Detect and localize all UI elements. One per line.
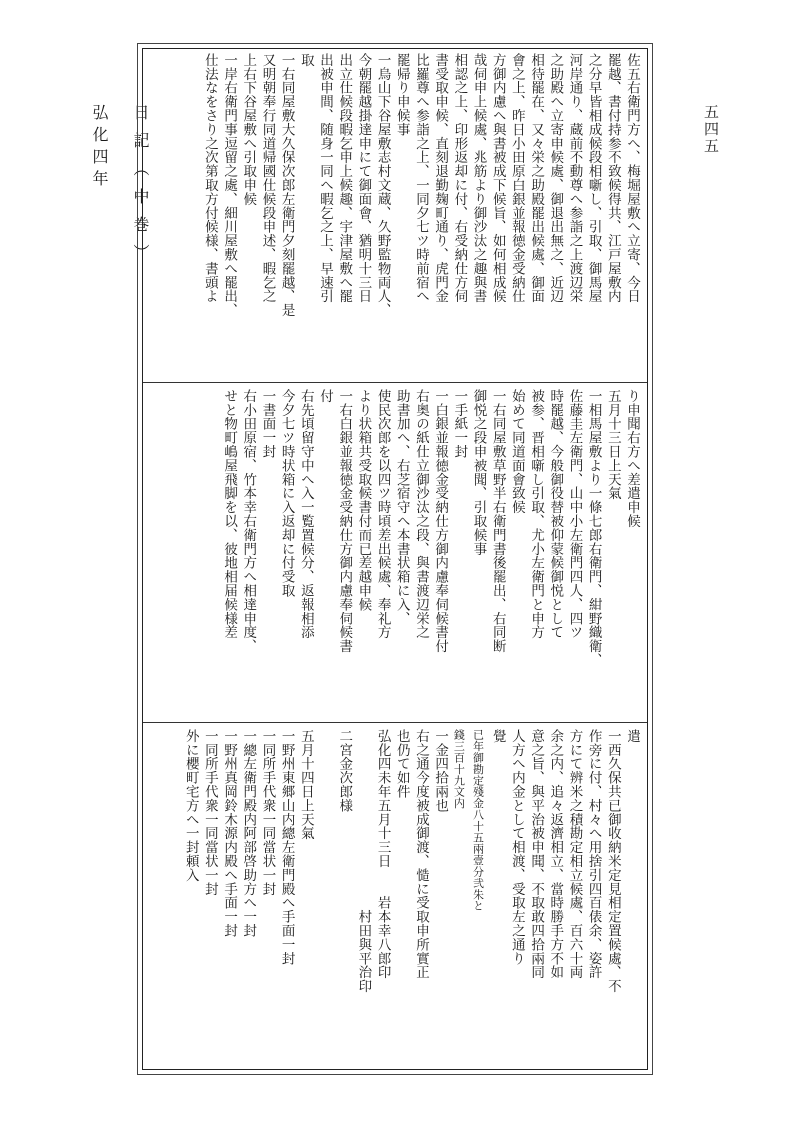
text-column: 使民次郎を以四ツ時頃差出候處、奉礼方 — [374, 389, 391, 640]
text-column: 比羅尊へ参詣之上、一同夕七ツ時前宿へ — [412, 53, 429, 304]
text-column: 一手紙一封 — [451, 389, 468, 459]
text-column: 方にて辨米之積勘定相立候處、百六十両 — [566, 729, 583, 980]
text-column: 今夕七ツ時状箱に入返却に付受取 — [278, 389, 295, 598]
text-column: 右小田原宿、竹本幸右衛門方へ相達申度、 — [240, 389, 257, 654]
text-column: 助書加へ、右芝宿守へ本書状箱に入、 — [393, 389, 410, 626]
text-column: 一同所手代衆一同當状一封 — [259, 729, 276, 896]
text-frame — [142, 48, 648, 1070]
text-column: 覺 — [489, 729, 506, 743]
text-column: 會之上、昨日小田原白銀並報徳金受納仕 — [508, 53, 525, 304]
text-column: り申聞右方へ差遣申候 — [624, 389, 640, 528]
text-column: 取 — [297, 53, 314, 67]
text-column: 遣 — [624, 729, 640, 743]
text-column: 五月十四日上天氣 — [297, 729, 314, 841]
text-column: 相待罷在、又々栄之助殿罷出候處、御面 — [528, 53, 545, 304]
text-column — [315, 729, 334, 1049]
text-column: 右奥の紙仕立御沙汰之段、與書渡辺栄之 — [412, 389, 429, 640]
text-column: 一野州真岡鈴木源内殿へ手面一封 — [221, 729, 238, 938]
text-column: 書受取申候、直刻退勤麹町通り、虎門金 — [432, 53, 449, 304]
text-column: 佐五右衛門方へ、梅堀屋敷へ立寄、今日 — [624, 53, 640, 304]
text-column: 罷越、書付持参不致候得共、江戸屋敷内 — [604, 53, 621, 304]
text-column: 外に櫻町宅方へ一封頼入 — [182, 729, 199, 882]
text-column: 出立仕候段暇乞申上候趣、宇津屋敷へ罷 — [336, 53, 353, 304]
text-column: 一相馬屋敷より一條七郎右衛門、紺野織衛、 — [585, 389, 602, 667]
band-middle-columns — [219, 389, 641, 709]
text-column: 一岸右衛門事逗留之處、細川屋敷へ罷出、 — [221, 53, 238, 318]
band-lower-columns — [181, 729, 642, 1049]
text-column: 相認之上、印形返却に付、右受納仕方伺 — [451, 53, 468, 304]
text-column: 已年御勘定殘金八十五兩壹分弐朱と — [471, 729, 485, 912]
text-column: 錢三百十九文内 — [452, 729, 466, 809]
text-column: 一烏山下谷屋敷志村文蔵、久野監物両人、 — [374, 53, 391, 318]
text-column: 出被申間、随身一同へ暇乞之上、早速引 — [317, 53, 333, 304]
text-column: 一右同屋敷大久保次郎左衛門夕刻罷越、是 — [278, 53, 295, 318]
text-column: 一白銀並報徳金受納仕方御内慮奉伺候書付 — [432, 389, 449, 654]
text-column: 方御内慮へ與書被成下候旨、如何相成候 — [489, 53, 506, 304]
text-column: 弘化四未年五月十三日 岩本幸八郎印 — [374, 729, 391, 980]
text-column: 佐藤圭左衛門、山中小左衛門四人、四ツ — [566, 389, 583, 640]
text-column: 御悦之段申被聞、引取候事 — [470, 389, 487, 556]
page-number: 五四五 — [702, 104, 720, 155]
text-column: 右之通今度被成御渡、慥に受取申所實正 — [412, 729, 429, 980]
text-column: 二宮金次郎様 — [336, 729, 353, 813]
text-column: 始めて同道面會致候 — [508, 389, 525, 515]
text-column: 人方へ内金として相渡、受取左之通り — [508, 729, 525, 966]
running-header-title: 日記（中巻） — [131, 104, 150, 272]
text-column: 罷帰り申候事 — [393, 53, 410, 137]
text-column: 上右下谷屋敷へ引取申候 — [240, 53, 257, 206]
band-middle — [143, 389, 647, 709]
text-column: 一西久保共已御收納米定見相定置候處、不 — [604, 729, 621, 994]
text-column: 也仍て如件 — [393, 729, 410, 799]
text-column: 時罷越、今般御役替被仰蒙候御悦として — [547, 389, 564, 640]
text-column: 河岸通り、蔵前不動尊へ参詣之上渡辺栄 — [566, 53, 583, 304]
running-header-era: 弘化四年 — [90, 104, 109, 192]
text-column: 一金四拾兩也 — [432, 729, 449, 813]
text-column: 一右同屋敷草野半右衛門書後罷出、右同断 — [489, 389, 506, 654]
text-column: 哉伺申上候處、兆筋より御沙汰之趣與書 — [470, 53, 487, 304]
text-column: 一野州東郷山内總左衛門殿へ手面一封 — [278, 729, 295, 966]
text-column: 之助殿へ立寄申候處、御退出無之、近辺 — [547, 53, 564, 304]
text-column: 村田與平治印 — [355, 729, 372, 994]
text-column: より状箱共受取候書付而已差越申候 — [355, 389, 372, 612]
band-divider — [143, 382, 647, 383]
text-column: 一右白銀並報徳金受納仕方御内慮奉伺候書 — [336, 389, 353, 654]
band-divider — [143, 722, 647, 723]
text-column: 一總左衛門殿内阿部啓助方へ一封 — [240, 729, 257, 938]
text-column: 五月十三日上天氣 — [604, 389, 621, 501]
text-column: 一書面一封 — [259, 389, 276, 459]
band-upper-columns — [200, 53, 641, 373]
text-column: 又明朝奉行同道帰國仕候段申述、暇乞之 — [259, 53, 276, 304]
text-column: 余之内、追々返濟相立、當時勝手方不如 — [547, 729, 564, 980]
text-column: 右先頃留守中へ入一覧置候分、返報相添 — [297, 389, 314, 640]
text-column: 一同所手代衆一同當状一封 — [201, 729, 218, 896]
text-column: 付 — [317, 389, 333, 403]
band-lower — [143, 729, 647, 1049]
text-column: 今朝罷越掛達申にて御面會、猶明十三日 — [355, 53, 372, 304]
band-upper — [143, 53, 647, 373]
text-column: 仕法なをさり之次第取方付候様、書頭よ — [201, 53, 218, 304]
text-column: 意之旨、與平治被申聞、不取敢四拾兩同 — [528, 729, 545, 980]
text-column: 之分早皆相成候段相噺し、引取、御馬屋 — [585, 53, 602, 304]
text-column: 被参、晋相噺し引取、尤小左衛門と申方 — [528, 389, 545, 640]
text-column: せと物町嶋屋飛脚を以、彼地相届候様差 — [221, 389, 238, 640]
text-column: 作旁に付、村々へ用捨引四百俵余、姿許 — [585, 729, 602, 980]
